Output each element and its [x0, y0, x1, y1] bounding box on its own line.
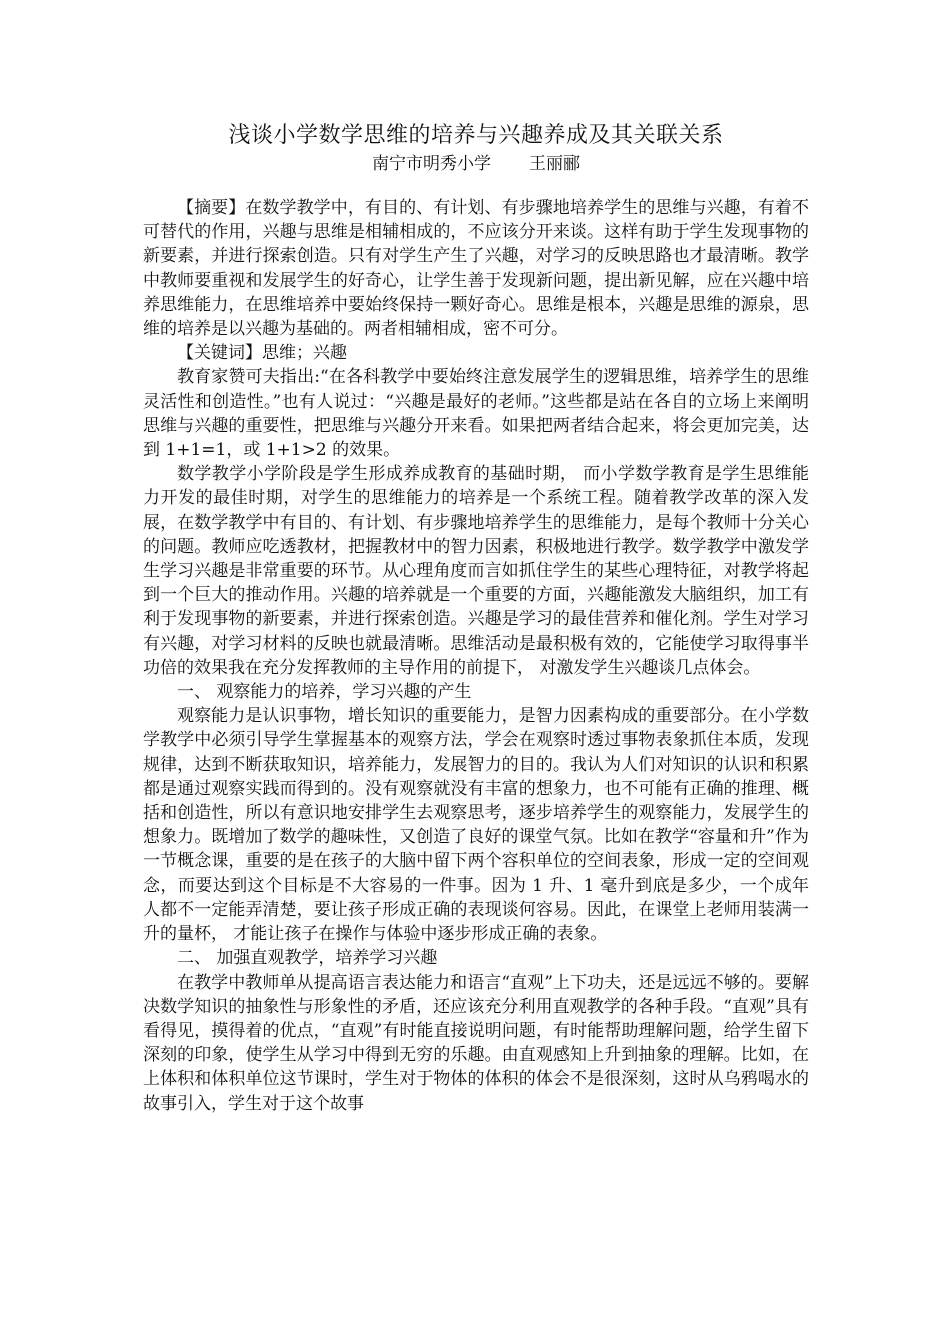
abstract-paragraph: 【摘要】在数学教学中，有目的、有计划、有步骤地培养学生的思维与兴趣，有着不可替代的作用，兴趣与思维是相辅相成的，不应该分开来谈。这样有助于学生发现事物的新要素，并进行探索创造。只有对学生产生了兴趣，对学习的反映思路也才最清晰。教学中教师要重视和发展学生的好奇心，让学生善于发现新问题，提出新见解，应在兴趣中培养思维能力，在思维培养中要始终保持一颗好奇心。思维是根本，兴趣是思维的源泉，思维的培养是以兴趣为基础的。两者相辅相成，密不可分。 — [143, 198, 809, 340]
author-name: 王丽郦 — [529, 154, 580, 174]
intro-paragraph-2: 数学教学小学阶段是学生形成养成教育的基础时期， 而小学数学教育是学生思维能力开发的最佳时期，对学生的思维能力的培养是一个系统工程。随着教学改革的深入发展，在数学教学中有目的、有计划、有步骤地培养学生的思维能力，是每个教师十分关心的问题。教师应吃透教材，把握教材中的智力因素，积极地进行教学。数学教学中激发学生学习兴趣是非常重要的环节。从心理角度而言如抓住学生的某些心理特征，对教学将起到一个巨大的推动作用。兴趣的培养就是一个重要的方面，兴趣能激发大脑组织，加工有利于发现事物的新要素，并进行探索创造。兴趣是学习的最佳营养和催化剂。学生对学习有兴趣，对学习材料的反映也就最清晰。思维活动是最积极有效的，它能使学习取得事半功倍的效果我在充分发挥教师的主导作用的前提下， 对激发学生兴趣谈几点体会。 — [143, 464, 809, 678]
section-1-body: 观察能力是认识事物，增长知识的重要能力，是智力因素构成的重要部分。在小学数学教学中必须引导学生掌握基本的观察方法，学会在观察时透过事物表象抓住本质，发现规律，达到不断获取知识，培养能力，发展智力的目的。我认为人们对知识的认识和积累都是通过观察实践而得到的。没有观察就没有丰富的想象力，也不可能有正确的推理、概括和创造性，所以有意识地安排学生去观察思考，逐步培养学生的观察能力，发展学生的想象力。既增加了数学的趣味性，又创造了良好的课堂气氛。比如在教学“容量和升”作为一节概念课，重要的是在孩子的大脑中留下两个容积单位的空间表象，形成一定的空间观念，而要达到这个目标是不大容易的一件事。因为 1 升、1 毫升到底是多少，一个成年人都不一定能弄清楚，要让孩子形成正确的表现谈何容易。因此，在课堂上老师用装满一升的量杯， 才能让孩子在操作与体验中逐步形成正确的表象。 — [143, 706, 809, 945]
section-1-heading: 一、 观察能力的培养，学习兴趣的产生 — [177, 682, 472, 703]
document-page — [143, 120, 809, 1116]
section-2-body: 在教学中教师单从提高语言表达能力和语言“直观”上下功夫，还是远远不够的。要解决数学知识的抽象性与形象性的矛盾，还应该充分利用直观教学的各种手段。“直观”具有看得见，摸得着的优点，“直观”有时能直接说明问题，有时能帮助理解问题，给学生留下深刻的印象，使学生从学习中得到无穷的乐趣。由直观感知上升到抽象的理解。比如，在上体积和体积单位这节课时，学生对于物体的体积的体会不是很深刻，这时从乌鸦喝水的故事引入，学生对于这个故事 — [143, 972, 809, 1114]
school-name: 南宁市明秀小学 — [372, 154, 491, 174]
section-2-heading: 二、 加强直观教学，培养学习兴趣 — [177, 948, 438, 969]
document-title: 浅谈小学数学思维的培养与兴趣养成及其关联关系 — [228, 123, 724, 148]
byline — [143, 152, 809, 176]
intro-paragraph-1: 教育家赞可夫指出:“在各科教学中要始终注意发展学生的逻辑思维，培养学生的思维灵活性和创造性。”也有人说过：“兴趣是最好的老师。”这些都是站在各自的立场上来阐明思维与兴趣的重要性，把思维与兴趣分开来看。如果把两者结合起来，将会更加完美，达到 1+1=1，或 1+1>2 的效果。 — [143, 367, 809, 461]
keywords-paragraph: 【关键词】思维；兴趣 — [177, 343, 347, 364]
